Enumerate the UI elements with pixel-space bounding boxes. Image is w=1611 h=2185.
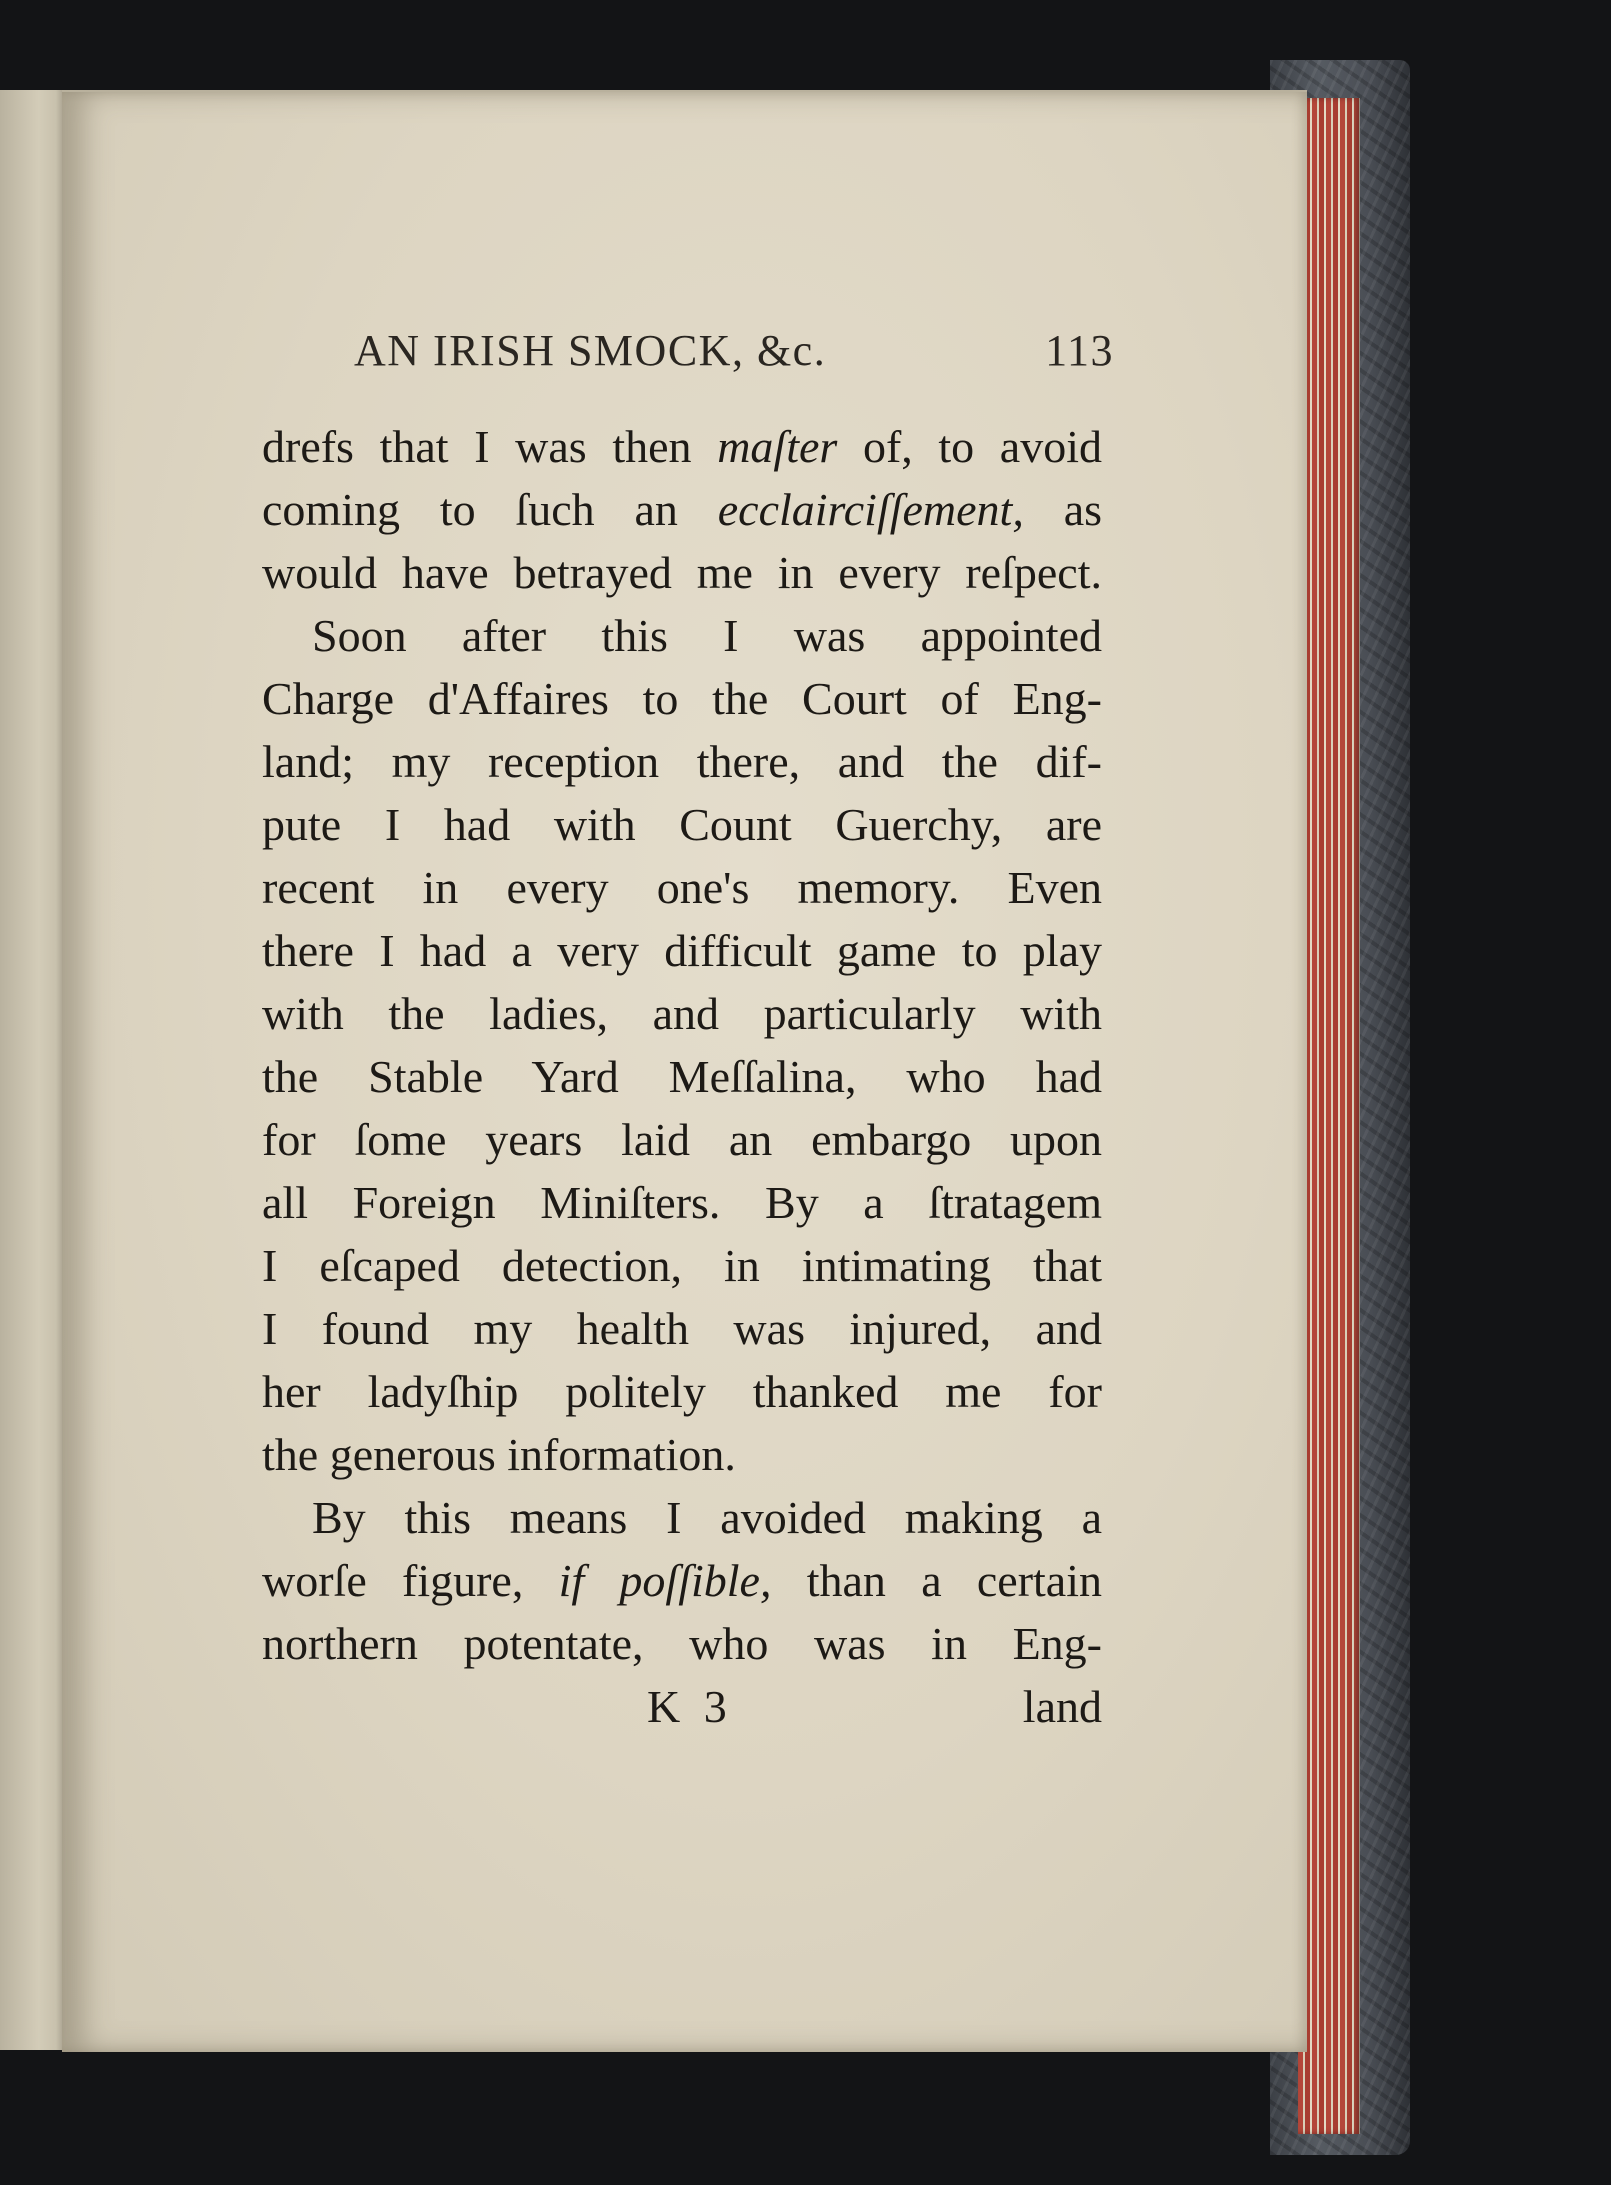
left-facing-page [0, 90, 70, 2050]
text-line: the generous information. [262, 1429, 736, 1480]
text-line: pute I had with Count Guerchy, are [262, 799, 1102, 850]
text-line: worſe figure, if poſſible, than a certain [262, 1555, 1102, 1606]
page-number: 113 [1045, 326, 1114, 375]
text-line: the Stable Yard Meſſalina, who had [262, 1051, 1102, 1102]
text-line: Charge d'Affaires to the Court of Eng- [262, 673, 1102, 724]
catchword: land [1022, 1681, 1102, 1732]
text-line: her ladyſhip politely thanked me for [262, 1366, 1102, 1417]
text-line: with the ladies, and particularly with [262, 988, 1102, 1039]
text-line: would have betrayed me in every reſpect. [262, 547, 1102, 598]
text-line: there I had a very difficult game to play [262, 925, 1102, 976]
text-line: I found my health was injured, and [262, 1303, 1102, 1354]
text-line: for ſome years laid an embargo upon [262, 1114, 1102, 1165]
text-line: coming to ſuch an ecclairciſſement, as [262, 484, 1103, 535]
page-text [262, 325, 1112, 1738]
text-line: I eſcaped detection, in intimating that [262, 1240, 1102, 1291]
text-line: Soon after this I was appointed [312, 610, 1102, 661]
text-line: drefs that I was then maſter of, to avoid [262, 421, 1103, 472]
text-line: land; my reception there, and the dif- [262, 736, 1102, 787]
running-head [354, 325, 1114, 385]
signature-mark: K 3 [647, 1681, 733, 1732]
running-head-title: AN IRISH SMOCK, &c. [354, 326, 827, 375]
page-footer [262, 1675, 1102, 1738]
text-line: recent in every one's memory. Even [262, 862, 1102, 913]
text-line: By this means I avoided making a [312, 1492, 1102, 1543]
text-line: all Foreign Miniſters. By a ſtratagem [262, 1177, 1102, 1228]
page-edges [1298, 98, 1360, 2134]
text-line: northern potentate, who was in Eng- [262, 1618, 1102, 1669]
